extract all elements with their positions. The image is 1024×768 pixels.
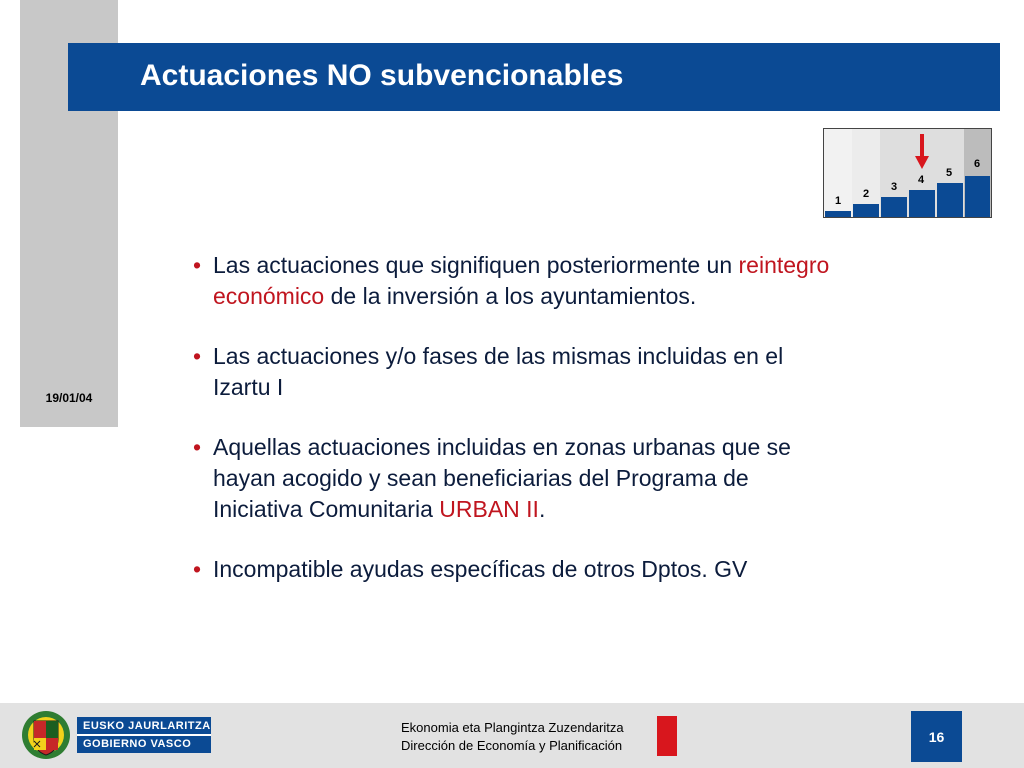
basque-coat-of-arms-icon [20,709,72,763]
slide-date: 19/01/04 [45,391,93,405]
logo-line-spanish: GOBIERNO VASCO [83,738,192,750]
down-arrow-icon [915,134,929,170]
bullet-text: . [538,496,546,522]
highlighted-text: URBAN II [439,496,539,522]
bullet-dot-icon: • [193,252,202,278]
step-bar [965,176,990,217]
footer [0,703,1024,768]
step-number: 6 [974,158,981,170]
bullet-item [193,250,843,312]
title-bar [68,43,1000,111]
step-number: 2 [863,188,870,200]
highlighted-text: reintegro económico [213,252,830,309]
department-name [401,719,624,755]
bullet-text: de la inversión a los ayuntamientos. [324,283,697,309]
page-number: 16 [911,711,962,762]
step-number: 1 [835,195,842,207]
bullet-dot-icon: • [193,343,202,369]
progress-step-indicator [823,128,992,218]
bullet-item [193,554,843,585]
step-bar [937,183,963,217]
step-bar [825,211,851,217]
bullet-text: Las actuaciones que signifiquen posteriormente un [213,252,739,278]
bullet-list [193,250,843,585]
bullet-item [193,341,843,403]
red-marker [657,716,677,756]
bullet-dot-icon: • [193,434,202,460]
step-number: 5 [946,167,953,179]
step-bar [881,197,907,217]
step-number: 3 [891,181,898,193]
department-name-spanish: Dirección de Economía y Planificación [401,738,623,753]
bullet-item [193,432,843,525]
bullet-text: Aquellas actuaciones incluidas en zonas urbanas que se hayan acogido y sean beneficiarias del Programa de Iniciativa Comunitaria [213,434,791,522]
logo-line-basque: EUSKO JAURLARITZA [77,718,211,736]
bullet-text: Las actuaciones y/o fases de las mismas incluidas en el Izartu I [213,343,784,400]
step-number: 4 [918,174,925,186]
step-bar [853,204,879,217]
bullet-dot-icon: • [193,556,202,582]
bullet-text: Incompatible ayudas específicas de otros Dptos. GV [213,556,748,582]
slide-title: Actuaciones NO subvencionables [140,59,624,92]
step-bar [909,190,935,217]
gobierno-vasco-logo [77,717,211,753]
department-name-basque: Ekonomia eta Plangintza Zuzendaritza [401,720,624,735]
